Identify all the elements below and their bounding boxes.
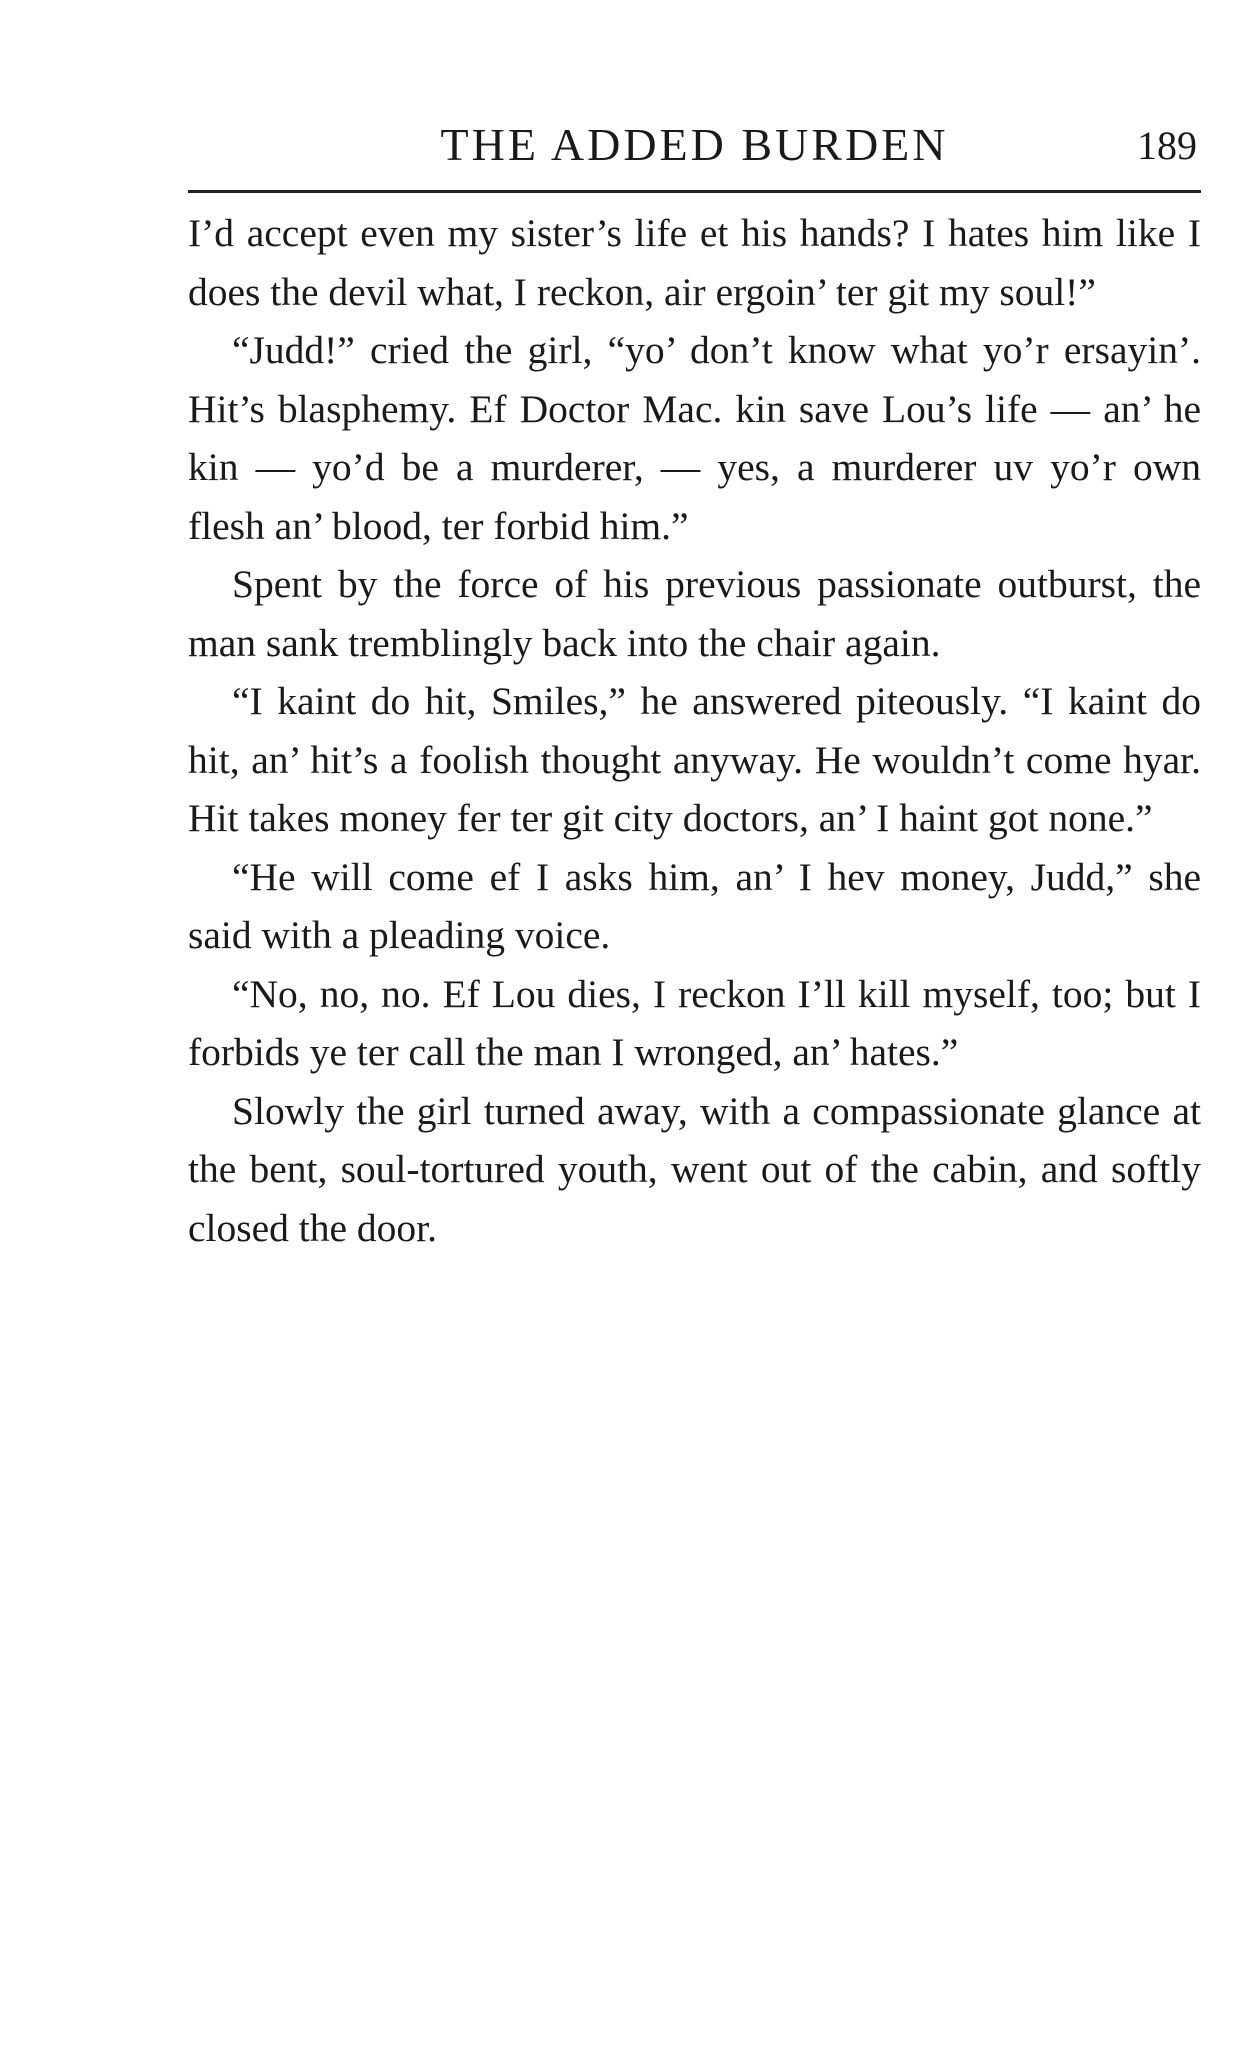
- paragraph: Slowly the girl turned away, with a compassionate glance at the bent, soul-tortured youth, went out of the cabin, and softly closed the door.: [188, 1088, 1201, 1250]
- body-text: [188, 204, 1201, 1257]
- page-header: [188, 118, 1201, 184]
- paragraph: “He will come ef I asks him, an’ I hev money, Judd,” she said with a pleading voice.: [188, 854, 1201, 957]
- paragraph: Spent by the force of his previous passionate outburst, the man sank tremblingly back into the chair again.: [188, 562, 1201, 665]
- header-rule: [188, 190, 1201, 193]
- paragraph: I’d accept even my sister’s life et his hands? I hates him like I does the devil what, I reckon, air ergoin’ ter git my soul!”: [188, 211, 1201, 314]
- running-title: THE ADDED BURDEN: [440, 119, 949, 170]
- paragraph: “I kaint do hit, Smiles,” he answered piteously. “I kaint do hit, an’ hit’s a foolish thought anyway. He wouldn’t come hyar. Hit takes money fer ter git city doctors, an’ I haint got none.”: [188, 679, 1201, 840]
- paragraph: “Judd!” cried the girl, “yo’ don’t know what yo’r ersayin’. Hit’s blasphemy. Ef Doctor Mac. kin save Lou’s life — an’ he kin — yo’d be a murderer, — yes, a murderer uv yo’r own flesh an’ blood, ter forbid him.”: [188, 328, 1201, 548]
- paragraph: “No, no, no. Ef Lou dies, I reckon I’ll kill myself, too; but I forbids ye ter call the man I wronged, an’ hates.”: [188, 971, 1201, 1074]
- page-number: 189: [1137, 123, 1197, 168]
